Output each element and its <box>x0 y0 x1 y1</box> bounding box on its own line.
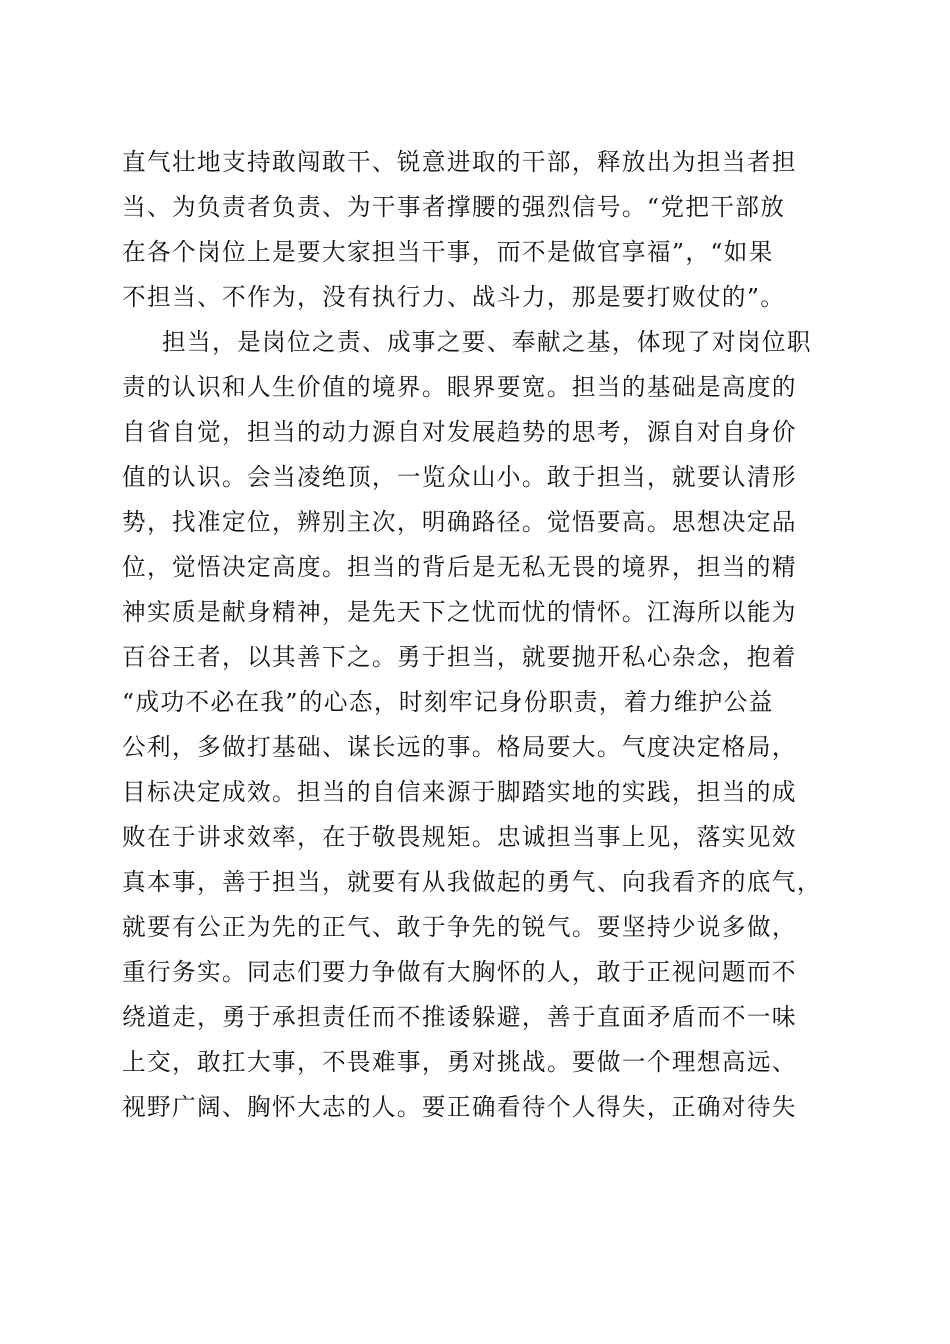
text-line: 不担当、不作为，没有执行力、战斗力，那是要打败仗的”。 <box>122 283 786 311</box>
text-line: 神实质是献身精神，是先天下之忧而忧的情怀。江海所以能为 <box>122 598 797 626</box>
text-line: 绕道走，勇于承担责任而不推诿躲避，善于直面矛盾而不一味 <box>122 1003 797 1031</box>
body-text <box>122 140 832 1130</box>
text-line: 视野广阔、胸怀大志的人。要正确看待个人得失，正确对待失 <box>122 1093 797 1121</box>
paragraph-first-line: 担当，是岗位之责、成事之要、奉献之基，体现了对岗位职 <box>162 328 812 356</box>
text-line: 值的认识。会当凌绝顶，一览众山小。敢于担当，就要认清形 <box>122 463 797 491</box>
text-line: 上交，敢扛大事，不畏难事，勇对挑战。要做一个理想高远、 <box>122 1048 797 1076</box>
text-line: “成功不必在我”的心态，时刻牢记身份职责，着力维护公益 <box>122 688 774 716</box>
text-line: 在各个岗位上是要大家担当干事，而不是做官享福”，“如果 <box>122 238 774 266</box>
text-line: 就要有公正为先的正气、敢于争先的锐气。要坚持少说多做， <box>122 913 797 941</box>
text-line: 势，找准定位，辨别主次，明确路径。觉悟要高。思想决定品 <box>122 508 797 536</box>
text-line: 自省自觉，担当的动力源自对发展趋势的思考，源自对自身价 <box>122 418 797 446</box>
text-line: 位，觉悟决定高度。担当的背后是无私无畏的境界，担当的精 <box>122 553 797 581</box>
text-line: 败在于讲求效率，在于敬畏规矩。忠诚担当事上见，落实见效 <box>122 823 797 851</box>
text-line: 目标决定成效。担当的自信来源于脚踏实地的实践，担当的成 <box>122 778 797 806</box>
text-line: 百谷王者，以其善下之。勇于担当，就要抛开私心杂念，抱着 <box>122 643 797 671</box>
text-line: 重行务实。同志们要力争做有大胸怀的人，敢于正视问题而不 <box>122 958 797 986</box>
text-line: 责的认识和人生价值的境界。眼界要宽。担当的基础是高度的 <box>122 373 797 401</box>
text-line: 直气壮地支持敢闯敢干、锐意进取的干部，释放出为担当者担 <box>122 148 797 176</box>
text-line: 当、为负责者负责、为干事者撑腰的强烈信号。“党把干部放 <box>122 193 786 221</box>
text-line: 真本事，善于担当，就要有从我做起的勇气、向我看齐的底气， <box>122 868 822 896</box>
text-line: 公利，多做打基础、谋长远的事。格局要大。气度决定格局， <box>122 733 797 761</box>
